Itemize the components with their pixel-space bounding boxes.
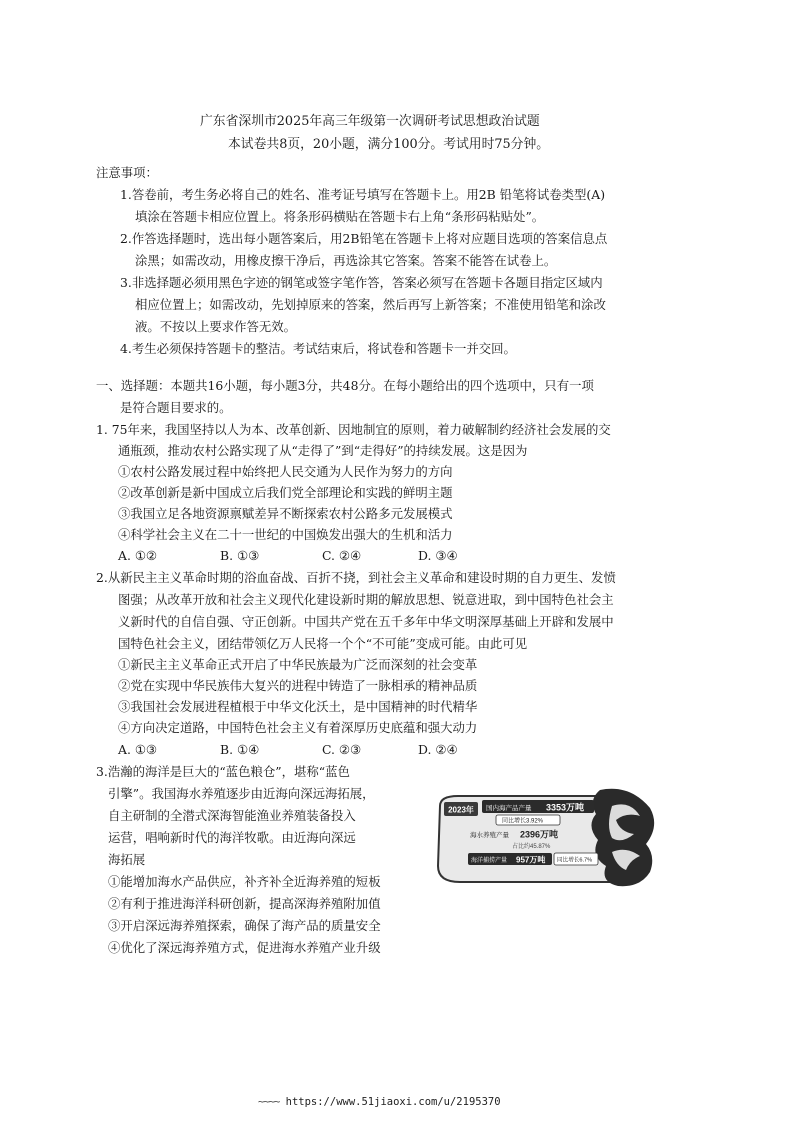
q2-stem: 义新时代的自信自强、守正创新。中国共产党在五千多年中华文明深厚基础上开辟和发展中 <box>118 614 614 629</box>
q1-option-a: A. ①② <box>118 548 158 563</box>
notice-line: 1.答卷前，考生务必将自己的姓名、准考证号填写在答题卡上。用2B 铅笔将试卷类型(A) <box>120 187 606 202</box>
q3-stem: 海拓展 <box>108 852 146 867</box>
q1-stem: 1. 75年来，我国坚持以人为本、改革创新、因地制宜的原则，着力破解制约经济社会发展的交 <box>96 422 611 437</box>
q1-option-d: D. ③④ <box>418 548 458 563</box>
footer-prefix: ~~~~ <box>258 1096 280 1108</box>
q1-option-c: C. ②④ <box>322 548 362 563</box>
q2-statement: ③我国社会发展进程植根于中华文化沃土，是中国精神的时代精华 <box>118 699 478 714</box>
q1-statement: ③我国立足各地资源禀赋差异不断探索农村公路多元发展模式 <box>118 506 453 521</box>
seafood-infographic <box>430 786 658 890</box>
infographic-r1-label: 国内海产品产量 <box>486 805 532 812</box>
q1-option-b: B. ①③ <box>220 548 260 563</box>
q3-stem: 3.浩瀚的海洋是巨大的“蓝色粮仓”，堪称“蓝色 <box>96 764 350 779</box>
q2-stem: 国特色社会主义，团结带领亿万人民将一个个“不可能”变成可能。由此可见 <box>118 636 528 651</box>
q2-option-a: A. ①③ <box>118 742 158 757</box>
q2-statement: ②党在实现中华民族伟大复兴的进程中铸造了一脉相承的精神品质 <box>118 678 478 693</box>
notice-line: 涂黑；如需改动，用橡皮擦干净后，再选涂其它答案。答案不能答在试卷上。 <box>135 253 557 268</box>
q3-statement: ③开启深远海养殖探索，确保了海产品的质量安全 <box>108 918 381 933</box>
notice-line: 2.作答选择题时，选出每小题答案后，用2B铅笔在答题卡上将对应题目选项的答案信息点 <box>120 231 608 246</box>
infographic-r2-value: 2396万吨 <box>520 829 559 840</box>
infographic-r3-value: 957万吨 <box>516 855 546 865</box>
q2-option-b: B. ①④ <box>220 742 260 757</box>
q1-statement: ①农村公路发展过程中始终把人民交通为人民作为努力的方向 <box>118 464 453 479</box>
notice-line: 4.考生必须保持答题卡的整洁。考试结束后，将试卷和答题卡一并交回。 <box>120 341 516 356</box>
q2-stem: 2.从新民主主义革命时期的浴血奋战、百折不挠，到社会主义革命和建设时期的自力更生、发愤 <box>96 570 616 585</box>
infographic-r2-sub: 占比约45.87% <box>512 844 551 850</box>
q2-stem: 图强；从改革开放和社会主义现代化建设新时期的解放思想、锐意进取，到中国特色社会主 <box>118 592 614 607</box>
infographic-r2-label: 海水养殖产量 <box>470 832 509 839</box>
q3-statement: ②有利于推进海洋科研创新，提高深海养殖附加值 <box>108 896 381 911</box>
q3-stem: 引擎”。我国海水养殖逐步由近海向深远海拓展， <box>108 786 375 801</box>
page-subtitle: 本试卷共8页，20小题，满分100分。考试用时75分钟。 <box>228 137 550 152</box>
notice-line: 填涂在答题卡相应位置上。将条形码横贴在答题卡右上角“条形码粘贴处”。 <box>135 209 545 224</box>
footer <box>258 1092 501 1113</box>
q2-statement: ④方向决定道路，中国特色社会主义有着深厚历史底蕴和强大动力 <box>118 720 478 735</box>
q2-statement: ①新民主主义革命正式开启了中华民族最为广泛而深刻的社会变革 <box>118 657 478 672</box>
q3-stem: 运营，唱响新时代的海洋牧歌。由近海向深远 <box>108 830 356 845</box>
q2-option-d: D. ②④ <box>418 742 458 757</box>
infographic-graphic <box>430 786 658 890</box>
section-heading-cont: 是符合题目要求的。 <box>120 400 232 415</box>
q2-option-c: C. ②③ <box>322 742 362 757</box>
infographic-r1-value: 3353万吨 <box>546 802 585 813</box>
section-heading: 一、选择题：本题共16小题，每小题3分，共48分。在每小题给出的四个选项中，只有一项 <box>96 378 594 393</box>
q1-statement: ②改革创新是新中国成立后我们党全部理论和实践的鲜明主题 <box>118 485 453 500</box>
q3-statement: ④优化了深远海养殖方式，促进海水养殖产业升级 <box>108 940 381 955</box>
page-title: 广东省深圳市2025年高三年级第一次调研考试思想政治试题 <box>200 114 540 129</box>
infographic-r3-label: 海洋捕捞产量 <box>471 858 508 864</box>
notice-line: 液。不按以上要求作答无效。 <box>135 319 297 334</box>
q3-stem: 自主研制的全潜式深海智能渔业养殖装备投入 <box>108 808 356 823</box>
q1-stem: 通瓶颈，推动农村公路实现了从“走得了”到“走得好”的持续发展。这是因为 <box>118 443 528 458</box>
notice-line: 相应位置上；如需改动，先划掉原来的答案，然后再写上新答案；不准使用铅笔和涂改 <box>135 297 606 312</box>
infographic-r3-sub: 同比增长6.7% <box>557 857 593 864</box>
q1-statement: ④科学社会主义在二十一世纪的中国焕发出强大的生机和活力 <box>118 527 453 542</box>
notice-line: 3.非选择题必须用黑色字迹的钢笔或签字笔作答，答案必须写在答题卡各题目指定区域内 <box>120 275 603 290</box>
notice-heading: 注意事项： <box>96 165 158 180</box>
infographic-r1-sub: 同比增长3.92% <box>502 818 544 825</box>
infographic-year: 2023年 <box>448 805 474 815</box>
footer-url-link[interactable]: https://www.51jiaoxi.com/u/2195370 <box>285 1096 501 1108</box>
q3-statement: ①能增加海水产品供应，补齐补全近海养殖的短板 <box>108 874 381 889</box>
